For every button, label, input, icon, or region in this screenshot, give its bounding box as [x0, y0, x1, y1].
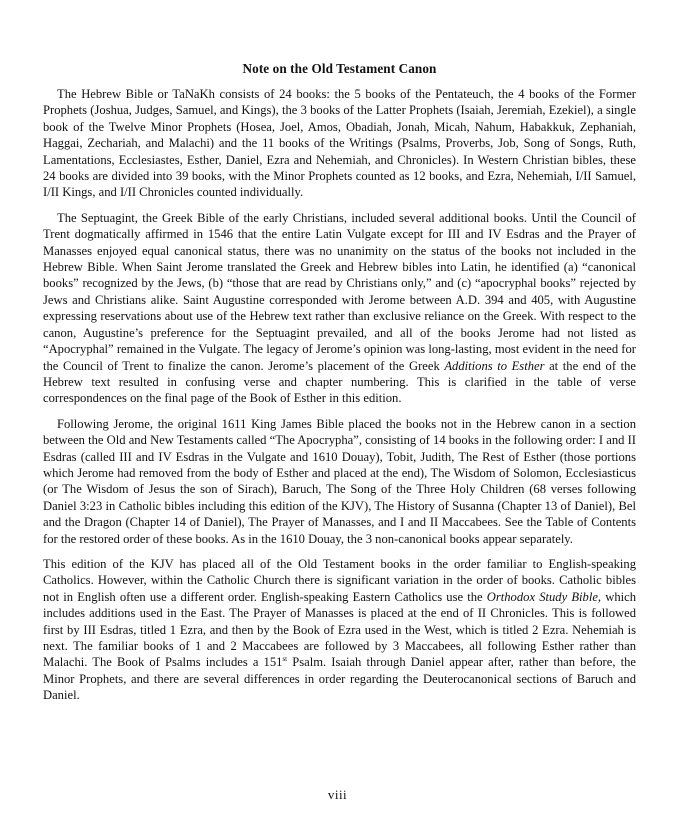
paragraph-septuagint-text-b: at the end of the Hebrew text resulted in confusing verse and chapter numbering. This is clarified in the table of verse correspondences on the final page of the Book of Esther in this edition.	[43, 358, 636, 406]
paragraph-this-edition-text-b: which includes additions used in the East. The Prayer of Manasses is placed at the end of II Chronicles. This is followed first by III Esdras, titled 1 Ezra, and then by the Book of Ezra used in the West, which is titled 2 Ezra. Nehemiah is next. The familiar books of 1 and 2 Maccabees are followed by 3 Maccabees, all following Esther rather than Malachi. The Book of Psalms includes a 151	[43, 589, 636, 670]
italic-orthodox-study-bible: Orthodox Study Bible,	[486, 589, 602, 604]
paragraph-this-edition-text-c: Psalm. Isaiah through Daniel appear after, rather than before, the Minor Prophets, and there are several differences in order regarding the Deuterocanonical sections of Baruch and Daniel.	[43, 655, 636, 703]
paragraph-septuagint-text-a: The Septuagint, the Greek Bible of the early Christians, included several additional books. Until the Council of Trent dogmatically affirmed in 1546 that the entire Latin Vulgate except for III and IV Esdras and the Prayer of Manasses enjoyed equal canonical status, there was no unanimity on the status of the books not included in the Hebrew Bible. When Saint Jerome translated the Greek and Hebrew bibles into Latin, he identified (a) “canonical books” recognized by the Jews, (b) “those that are read by Christians only,” and (c) “apocryphal books” rejected by Jews and Christians alike. Saint Augustine corresponded with Jerome between A.D. 394 and 405, with Augustine expressing reservations about use of the Hebrew text rather than exclusive reliance on the Greek. With respect to the canon, Augustine’s preference for the Septuagint prevailed, and all of the books Jerome had not listed as “Apocryphal” remained in the Vulgate. The legacy of Jerome’s opinion was long-lasting, most evident in the need for the Council of Trent to finalize the canon. Jerome’s placement of the Greek	[43, 210, 636, 373]
page-number: viii	[327, 787, 348, 802]
paragraph-hebrew-bible: The Hebrew Bible or TaNaKh consists of 24 books: the 5 books of the Pentateuch, the 4 books of the Former Prophets (Joshua, Judges, Samuel, and Kings), the 3 books of the Latter Prophets (Isaiah, Jeremiah, Ezekiel), a single book of the Twelve Minor Prophets (Hosea, Joel, Amos, Obadiah, Jonah, Micah, Nahum, Habakkuk, Zephaniah, Haggai, Zechariah, and Malachi) and the 11 books of the Writings (Psalms, Proverbs, Job, Song of Songs, Ruth, Lamentations, Ecclesiastes, Esther, Daniel, Ezra and Nehemiah, and Chronicles). In Western Christian bibles, these 24 books are divided into 39 books, with the Minor Prophets counted as 12 books, and Ezra, Nehemiah, I/II Samuel, I/II Kings, and I/II Chronicles counted individually.	[43, 87, 636, 200]
paragraph-this-edition-text-a: This edition of the KJV has placed all of the Old Testament books in the order familiar to English-speaking Catholics. However, within the Catholic Church there is significant variation in the order of books. Catholic bibles not in English often use a different order. English-speaking Eastern Catholics use the	[43, 556, 636, 604]
italic-additions-to-esther: Additions to Esther	[444, 358, 545, 373]
paragraph-king-james: Following Jerome, the original 1611 King James Bible placed the books not in the Hebrew canon in a section between the Old and New Testaments called “The Apocrypha”, consisting of 14 books in the following order: I and II Esdras (called III and IV Esdras in the Vulgate and 1610 Douay), Tobit, Judith, The Rest of Esther (those portions which Jerome had removed from the body of Esther and placed at the end), The Wisdom of Solomon, Ecclesiasticus (or The Wisdom of Jesus the son of Sirach), Baruch, The Song of the Three Holy Children (68 verses following Daniel 3:23 in Catholic bibles including this edition of the KJV), The History of Susanna (Chapter 13 of Daniel), Bel and the Dragon (Chapter 14 of Daniel), The Prayer of Manasses, and I and II Maccabees. See the Table of Contents for the restored order of these books. As in the 1610 Douay, the 3 non-canonical books appear separately.	[43, 416, 636, 546]
paragraph-this-edition	[43, 556, 636, 704]
document-page	[43, 60, 636, 704]
superscript-ordinal: st	[282, 655, 288, 664]
page-title: Note on the Old Testament Canon	[242, 61, 437, 76]
paragraph-septuagint	[43, 210, 636, 407]
